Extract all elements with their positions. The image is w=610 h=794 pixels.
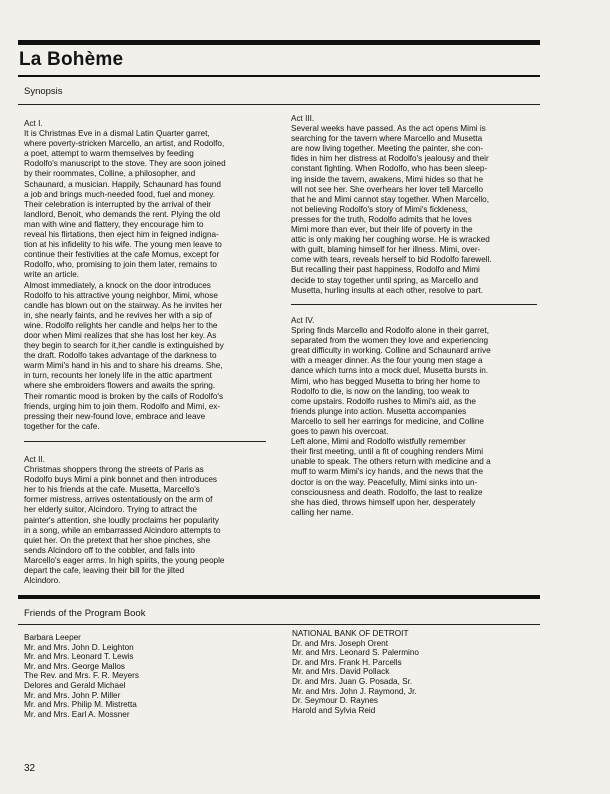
friend-name: Dr. and Mrs. Joseph Orent bbox=[292, 638, 389, 648]
synopsis-left-column-act2 bbox=[24, 455, 266, 586]
synopsis-line: Spring finds Marcello and Rodolfo alone in their garret, bbox=[291, 326, 489, 336]
synopsis-line: It is Christmas Eve in a dismal Latin Quarter garret, bbox=[24, 129, 210, 139]
friend-name: Mr. and Mrs. Leonard S. Palermino bbox=[292, 648, 419, 658]
synopsis-line: Act IV. bbox=[291, 316, 315, 325]
synopsis-line: Mimi more than ever, but their life of poverty in the bbox=[291, 225, 473, 235]
page-title: La Bohème bbox=[19, 49, 124, 70]
synopsis-line: separated from the women they love and experiencing bbox=[291, 336, 489, 346]
synopsis-line: goes to pawn his overcoat. bbox=[291, 427, 389, 437]
synopsis-line: pressing their new-found love, embrace and leave bbox=[24, 411, 206, 421]
synopsis-line: by their roommates, Colline, a philosopher, and bbox=[24, 169, 196, 179]
friend-name: Dr. Seymour D. Raynes bbox=[292, 696, 378, 706]
synopsis-line: decide to stay together until spring, as Marcello and bbox=[291, 275, 479, 285]
synopsis-line: Marcello's eager arms. In high spirits, the young people bbox=[24, 555, 225, 565]
synopsis-line: come upstairs. Rodolfo rushes to Mimi's aid, as the bbox=[291, 396, 476, 406]
synopsis-line: a job and brings much-needed food, fuel and money. bbox=[24, 189, 216, 199]
synopsis-line: tion at his infidelity to his wife. The young men leave to bbox=[24, 240, 222, 250]
synopsis-line: muff to warm Mimi's icy hands, and the news that the bbox=[291, 467, 484, 477]
friend-name: The Rev. and Mrs. F. R. Meyers bbox=[24, 671, 139, 681]
synopsis-line: Rodolfo, who, promising to join them later, remains to bbox=[24, 260, 217, 270]
friend-name: Mr. and Mrs. John P. Miller bbox=[24, 690, 121, 700]
synopsis-line: Several weeks have passed. As the act opens Mimi is bbox=[291, 124, 486, 134]
synopsis-line: their first meeting, until a fit of coughing renders Mimi bbox=[291, 447, 484, 457]
friend-name: Mr. and Mrs. John J. Raymond, Jr. bbox=[292, 686, 417, 696]
friend-name: Mr. and Mrs. Philip M. Mistretta bbox=[24, 700, 137, 710]
synopsis-line: But recalling their past happiness, Rodolfo and Mimi bbox=[291, 265, 480, 275]
friend-name: Barbara Leeper bbox=[24, 633, 81, 642]
synopsis-line: Act I. bbox=[24, 119, 43, 128]
friend-name: Mr. and Mrs. John D. Leighton bbox=[24, 642, 134, 652]
synopsis-line: together for the cafe. bbox=[24, 421, 100, 431]
synopsis-line: landlord, Benoit, who demands the rent. Plying the old bbox=[24, 209, 221, 219]
synopsis-line: continue their festivities at the cafe Momus, except for bbox=[24, 250, 220, 260]
synopsis-line: Almost immediately, a knock on the door introduces bbox=[24, 280, 211, 290]
act-divider-left bbox=[24, 441, 266, 442]
synopsis-line: door when Mimi realizes that she has lost her key. As bbox=[24, 330, 217, 340]
synopsis-line: Left alone, Mimi and Rodolfo wistfully remember bbox=[291, 437, 466, 447]
synopsis-line: reveal his flirtations, then eject him in feigned indigna- bbox=[24, 230, 219, 240]
synopsis-line: where she embroiders flowers and awaits the spring. bbox=[24, 381, 216, 391]
synopsis-line: with guilt, blaming himself for her illness. Mimi, over- bbox=[291, 245, 481, 255]
synopsis-line: a poet, attempt to warm themselves by feeding bbox=[24, 149, 194, 159]
synopsis-line: Their romantic mood is broken by the calls of Rodolfo's bbox=[24, 391, 224, 401]
friend-name: Mr. and Mrs. George Mallos bbox=[24, 661, 126, 671]
friend-name: NATIONAL BANK OF DETROIT bbox=[292, 629, 409, 638]
synopsis-line: will not see her. She overhears her lover tell Marcello bbox=[291, 184, 484, 194]
synopsis-line: in, she nearly faints, and he revives her with a sip of bbox=[24, 310, 212, 320]
synopsis-line: Mimi, who has begged Musetta to bring her home to bbox=[291, 376, 480, 386]
synopsis-line: she has died, throws himself upon her, desperately bbox=[291, 497, 476, 507]
synopsis-line: Rodolfo to die, is now on the landing, too weak to bbox=[291, 386, 470, 396]
friends-title: Friends of the Program Book bbox=[24, 608, 146, 619]
synopsis-line: wine. Rodolfo relights her candle and helps her to the bbox=[24, 320, 218, 330]
synopsis-line: presses for the truth, Rodolfo admits that he loves bbox=[291, 214, 472, 224]
synopsis-line: Alcindoro. bbox=[24, 576, 61, 586]
synopsis-line: attic is only making her coughing worse. He is wracked bbox=[291, 235, 490, 245]
friend-name: Delores and Gerald Michael bbox=[24, 680, 126, 690]
synopsis-line: constant fighting. When Rodolfo, who has been sleep- bbox=[291, 164, 488, 174]
synopsis-line: unable to speak. The others return with medicine and a bbox=[291, 457, 491, 467]
synopsis-line: write an article. bbox=[24, 270, 80, 280]
synopsis-line: fides in him her distress at Rodolfo's jealousy and their bbox=[291, 154, 489, 164]
synopsis-line: in a song, while an embarrassed Alcindoro attempts to bbox=[24, 525, 221, 535]
friend-name: Dr. and Mrs. Juan G. Posada, Sr. bbox=[292, 676, 413, 686]
synopsis-line: candle has blown out on the stairway. As he invites her bbox=[24, 300, 223, 310]
synopsis-left-column bbox=[24, 119, 266, 432]
section-label: Synopsis bbox=[24, 86, 63, 97]
synopsis-line: that he and Mimi cannot stay together. When Marcello, bbox=[291, 194, 489, 204]
friend-name: Harold and Sylvia Reid bbox=[292, 705, 376, 715]
friend-name: Mr. and Mrs. David Pollack bbox=[292, 667, 390, 677]
title-rule bbox=[18, 75, 540, 77]
synopsis-line: Marcello to sell her earrings for medicine, and Colline bbox=[291, 416, 484, 426]
synopsis-line: ing inside the tavern, awakens, Mimi hides so that he bbox=[291, 174, 484, 184]
synopsis-line: her to his friends at the cafe. Musetta, Marcello's bbox=[24, 485, 200, 495]
synopsis-line: calling her name. bbox=[291, 507, 354, 517]
friends-rule bbox=[18, 624, 540, 625]
synopsis-line: Christmas shoppers throng the streets of Paris as bbox=[24, 465, 204, 475]
synopsis-line: sends Alcindoro off to the cobbler, and falls into bbox=[24, 545, 195, 555]
synopsis-line: consciousness and death. Rodolfo, the last to realize bbox=[291, 487, 483, 497]
synopsis-line: are now living together. Meeting the painter, she con- bbox=[291, 144, 484, 154]
synopsis-line: Schaunard, a musician. Happily, Schaunard has found bbox=[24, 179, 221, 189]
friends-list-left bbox=[24, 633, 274, 719]
synopsis-line: doctor is on the way. Peacefully, Mimi sinks into un- bbox=[291, 477, 478, 487]
synopsis-line: great difficulty in working. Colline and Schaunard arrive bbox=[291, 346, 491, 356]
act-divider-right bbox=[291, 304, 537, 305]
synopsis-line: they begin to search for it,her candle is extinguished by bbox=[24, 341, 224, 351]
friends-list-right bbox=[292, 629, 538, 715]
friend-name: Dr. and Mrs. Frank H. Parcells bbox=[292, 657, 402, 667]
synopsis-line: dance which turns into a mock duel, Musetta bursts in. bbox=[291, 366, 489, 376]
synopsis-line: man with wine and flattery, they encourage him to bbox=[24, 219, 204, 229]
top-thick-rule bbox=[18, 40, 540, 45]
synopsis-line: her elderly suitor, Alcindoro. Trying to attract the bbox=[24, 505, 197, 515]
synopsis-line: friends, urging him to join them. Rodolfo and Mimi, ex- bbox=[24, 401, 221, 411]
synopsis-line: Rodolfo to his attractive young neighbor, Mimi, whose bbox=[24, 290, 218, 300]
synopsis-line: with a meager dinner. As the four young men stage a bbox=[291, 356, 483, 366]
synopsis-line: Rodolfo's manuscript to the stove. They are soon joined bbox=[24, 159, 226, 169]
synopsis-line: not believing Rodolfo's story of Mimi's fickleness, bbox=[291, 204, 468, 214]
synopsis-right-column bbox=[291, 114, 537, 296]
synopsis-line: Their celebration is interrupted by the arrival of their bbox=[24, 199, 212, 209]
synopsis-line: warm Mimi's hand in his and to share his dreams. She, bbox=[24, 361, 223, 371]
synopsis-line: former mistress, arrives ostentatiously on the arm of bbox=[24, 495, 213, 505]
synopsis-line: Act III. bbox=[291, 114, 315, 123]
synopsis-line: painter's attention, she loudly proclaims her popularity bbox=[24, 515, 219, 525]
synopsis-line: in turn, recounts her lonely life in the attic apartment bbox=[24, 371, 212, 381]
synopsis-line: Act II. bbox=[24, 455, 45, 464]
page-number: 32 bbox=[24, 763, 36, 774]
synopsis-line: searching for the tavern where Marcello and Musetta bbox=[291, 134, 483, 144]
synopsis-rule bbox=[18, 104, 540, 105]
synopsis-line: depart the cafe, leaving their bill for the jilted bbox=[24, 566, 185, 576]
synopsis-line: quiet her. On the pretext that her shoe pinches, she bbox=[24, 535, 211, 545]
friend-name: Mr. and Mrs. Earl A. Mossner bbox=[24, 709, 130, 719]
synopsis-right-column-act4 bbox=[291, 316, 537, 518]
friend-name: Mr. and Mrs. Leonard T. Lewis bbox=[24, 652, 134, 662]
synopsis-line: friends plunge into action. Musetta accompanies bbox=[291, 406, 467, 416]
synopsis-line: Rodolfo buys Mimi a pink bonnet and then introduces bbox=[24, 475, 217, 485]
synopsis-line: Musetta, hurling insults at each other, resolve to part. bbox=[291, 285, 484, 295]
friends-thick-rule bbox=[18, 595, 540, 599]
synopsis-line: where poverty-stricken Marcello, an artist, and Rodolfo, bbox=[24, 139, 225, 149]
synopsis-line: the draft. Rodolfo takes advantage of the darkness to bbox=[24, 351, 217, 361]
synopsis-line: come with tears, reveals herself to bid Rodolfo farewell. bbox=[291, 255, 492, 265]
